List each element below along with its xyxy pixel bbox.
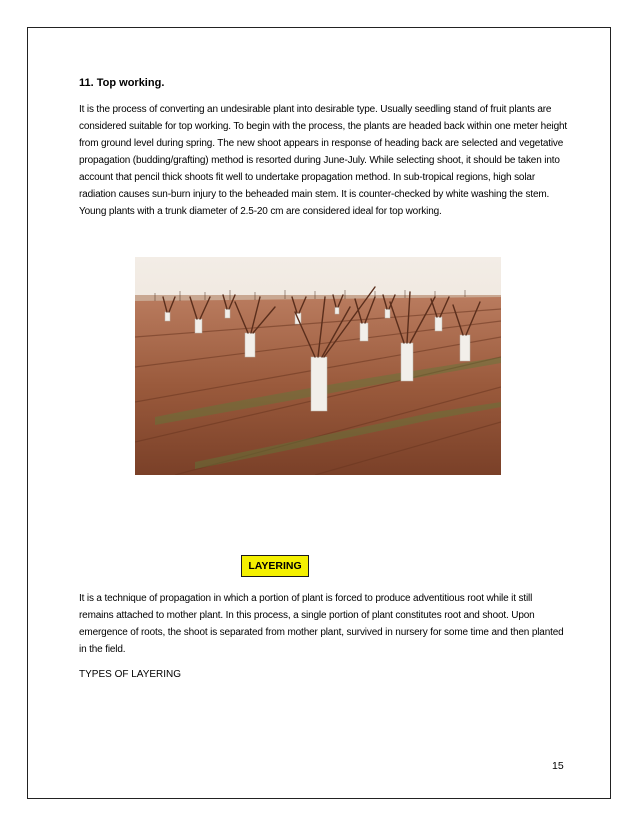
section-heading: 11. Top working. (79, 77, 165, 89)
page-number: 15 (552, 760, 564, 772)
layering-paragraph: It is a technique of propagation in which a portion of plant is forced to produce adventitious root while it still remains attached to mother plant. In this process, a single portion of plant constitutes root and shoot. Upon emergence of roots, the shoot is separated from mother plant, survived in nursery for some time and then planted in the field. (79, 593, 564, 655)
top-working-paragraph: It is the process of converting an undesirable plant into desirable type. Usually seedling stand of fruit plants are considered suitable for top working. To begin with the process, the plants are headed back within one meter height from ground level during spring. The new shoot appears in response of heading back are selected and vegetative propagation (budding/grafting) method is resorted during June-July. While selecting shoot, it should be taken into account that pencil thick shoots fit well to undertake propagation method. In sub-tropical regions, high solar radiation causes sun-burn injury to the beheaded main stem. It is counter-checked by white washing the stem. Young plants with a trunk diameter of 2.5-20 cm are considered ideal for top working. (79, 104, 568, 217)
types-of-layering-label: TYPES OF LAYERING (79, 669, 182, 680)
orchard-photo-graphic (135, 257, 501, 475)
orchard-photo (135, 257, 501, 475)
layering-title-badge: LAYERING (241, 555, 309, 577)
